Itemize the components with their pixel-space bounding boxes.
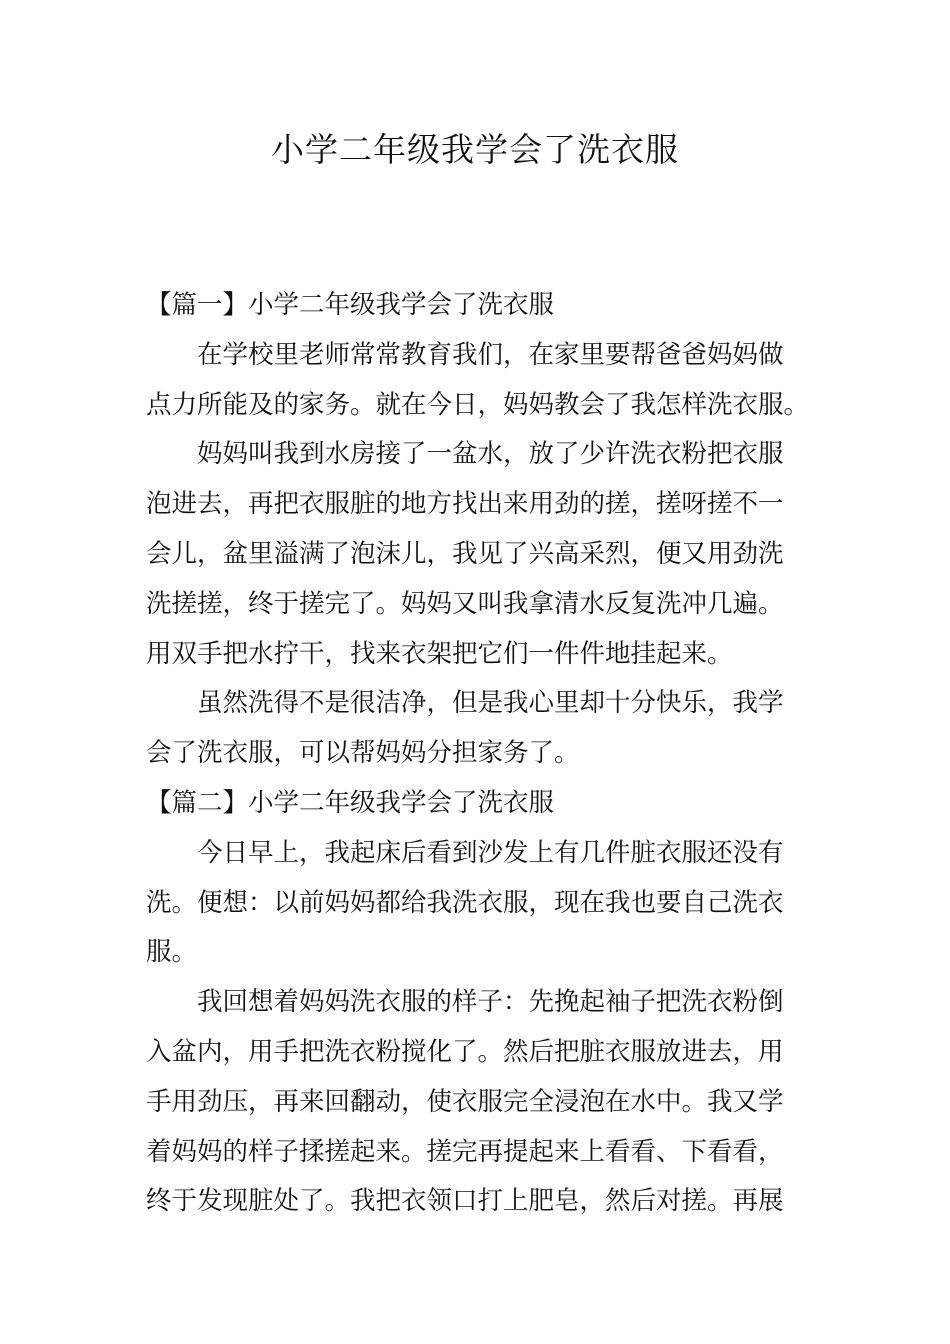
paragraph xyxy=(146,829,806,978)
paragraph xyxy=(146,331,810,431)
text-line: 入盆内，用手把洗衣粉搅化了。然后把脏衣服放进去，用 xyxy=(146,1036,784,1067)
section-2 xyxy=(146,779,806,1227)
paragraph xyxy=(146,430,806,679)
text-line: 洗搓搓，终于搓完了。妈妈又叫我拿清水反复洗冲几遍。 xyxy=(146,588,784,619)
paragraph xyxy=(146,679,806,779)
text-line: 终于发现脏处了。我把衣领口打上肥皂，然后对搓。再展 xyxy=(146,1186,784,1217)
text-line: 着妈妈的样子揉搓起来。搓完再提起来上看看、下看看， xyxy=(146,1136,784,1167)
text-line: 点力所能及的家务。就在今日，妈妈教会了我怎样洗衣服。 xyxy=(146,389,810,420)
document-body xyxy=(146,281,810,1227)
section-heading: 【篇二】小学二年级我学会了洗衣服 xyxy=(146,787,555,818)
text-line: 虽然洗得不是很洁净，但是我心里却十分快乐，我学 xyxy=(197,688,784,719)
text-line: 在学校里老师常常教育我们，在家里要帮爸爸妈妈做 xyxy=(197,339,784,370)
paragraph xyxy=(146,978,806,1227)
text-line: 用双手把水拧干，找来衣架把它们一件件地挂起来。 xyxy=(146,638,733,669)
text-line: 今日早上，我起床后看到沙发上有几件脏衣服还没有 xyxy=(197,837,784,868)
text-line: 洗。便想：以前妈妈都给我洗衣服，现在我也要自己洗衣 xyxy=(146,887,784,918)
text-line: 服。 xyxy=(146,937,198,968)
text-line: 手用劲压，再来回翻动，使衣服完全浸泡在水中。我又学 xyxy=(146,1086,784,1117)
text-line: 会儿，盆里溢满了泡沫儿，我见了兴高采烈，便又用劲洗 xyxy=(146,538,784,569)
document-title: 小学二年级我学会了洗衣服 xyxy=(271,130,679,169)
text-line: 会了洗衣服，可以帮妈妈分担家务了。 xyxy=(146,738,580,769)
text-line: 妈妈叫我到水房接了一盆水，放了少许洗衣粉把衣服 xyxy=(197,439,784,470)
section-heading: 【篇一】小学二年级我学会了洗衣服 xyxy=(146,290,555,320)
text-line: 泡进去，再把衣服脏的地方找出来用劲的搓，搓呀搓不一 xyxy=(146,489,784,520)
section-1 xyxy=(146,281,810,779)
text-line: 我回想着妈妈洗衣服的样子：先挽起袖子把洗衣粉倒 xyxy=(197,987,784,1018)
